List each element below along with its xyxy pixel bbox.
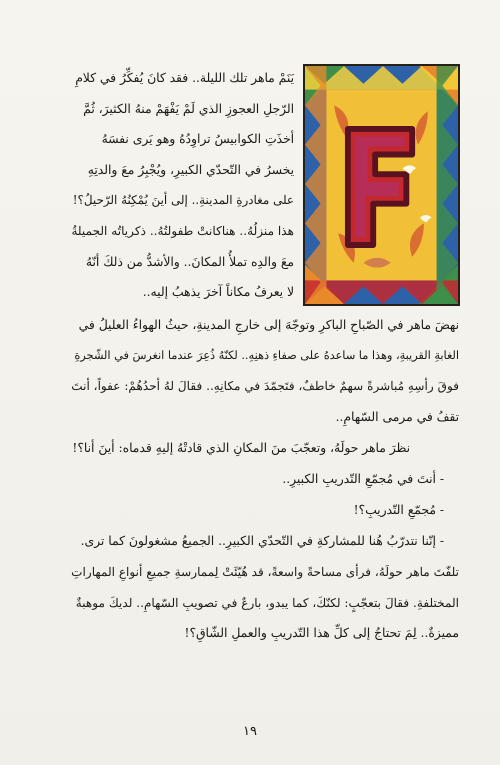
illustration-calligraphy-painting (303, 64, 460, 306)
text-line: مميزةٌ.. لِمَ تحتاجُ إلى كلِّ هذا التّدريبِ والعملِ الشّاقِ؟! (184, 626, 459, 641)
paragraph-top (70, 63, 294, 308)
text-line: لا يعرفُ مكاناً آخرَ يذهبُ إليه.. (142, 285, 294, 300)
calligraphy-artwork (305, 66, 458, 304)
text-line: المختلفةِ. فقالَ بتعجّبٍ: لكنّكَ، كما يبدو، بارعٌ في تصويبِ السّهامِ.. لديكَ موهبةٌ (75, 595, 459, 610)
text-line: على مغادرةِ المدينةِ.. إلى أينَ يُمْكِنُهُ الرّحيلُ؟! (72, 193, 294, 208)
text-line: أخذَتِ الكوابيسُ تراوِدُهُ وهو يَرى نفسَهُ (101, 132, 294, 147)
page-number: ١٩ (243, 724, 257, 739)
text-line: فوقَ رأسِهِ مُباشرةً سهمٌ خاطفٌ، فتَجمّدَ في مكانِهِ.. فقالَ لهُ أحدُهُمْ: عفواً، أنتَ (71, 379, 459, 394)
text-line: معَ والدِه تملأُ المكانَ.. والأشدُّ من ذلكَ أنّهُ (85, 254, 294, 269)
dialog-line: نظرَ ماهر حولَهُ، وتعجّبَ منَ المكانِ الذي قادتْهُ إليهِ قدماه: أينَ أنا؟! (72, 441, 410, 455)
text-line: تلفّتَ ماهر حولَهُ، فرأى مساحةً واسعةً، قد هُيّئَتْ لِممارسةِ جميعِ أنواعِ المهاراتِ (71, 565, 459, 579)
dialog-line: - إنّنا نتدرّبُ هُنا للمشاركةِ في التّحدّي الكبيرِ.. الجميعُ مشغولونَ كما ترى. (80, 534, 444, 548)
text-line: تقفُ في مرمى السّهامِ.. (335, 409, 459, 424)
text-line: يخسرُ في التّحدّي الكبيرِ، ويُجْبِرُ معَ والدتِهِ (87, 162, 294, 177)
dialog-line: - مُجمّعِ التّدريبِ؟! (353, 503, 444, 517)
dialog-line: - أنتَ في مُجمّعِ التّدريبِ الكبيرِ.. (282, 472, 444, 486)
text-line: الرّجلِ العجوزِ الذي لَمْ يَفْهَمْ منهُ الكثيرَ، ثُمَّ (83, 101, 294, 116)
paragraph-middle (71, 310, 459, 432)
text-line: هذا منزلُهُ.. هناكانتْ طفولتُهُ.. ذكرياتُه الجميلةُ (71, 223, 294, 238)
text-line: نهضَ ماهر في الصّباحِ الباكرِ وتوجّهَ إلى خارجِ المدينةِ، حيثُ الهواءُ العليلُ في (78, 318, 459, 332)
text-line: يَنَمْ ماهر تلك الليلة.. فقد كانَ يُفكِّرُ في كلامِ (75, 71, 294, 85)
paragraph-bottom (71, 557, 459, 649)
text-line: الغابةِ القريبةِ، وهذا ما ساعدهُ على صفاءِ ذهنِهِ.. لكنّهُ ذُعِرَ عندما انغرسَ في الشّجرةِ (74, 348, 459, 362)
